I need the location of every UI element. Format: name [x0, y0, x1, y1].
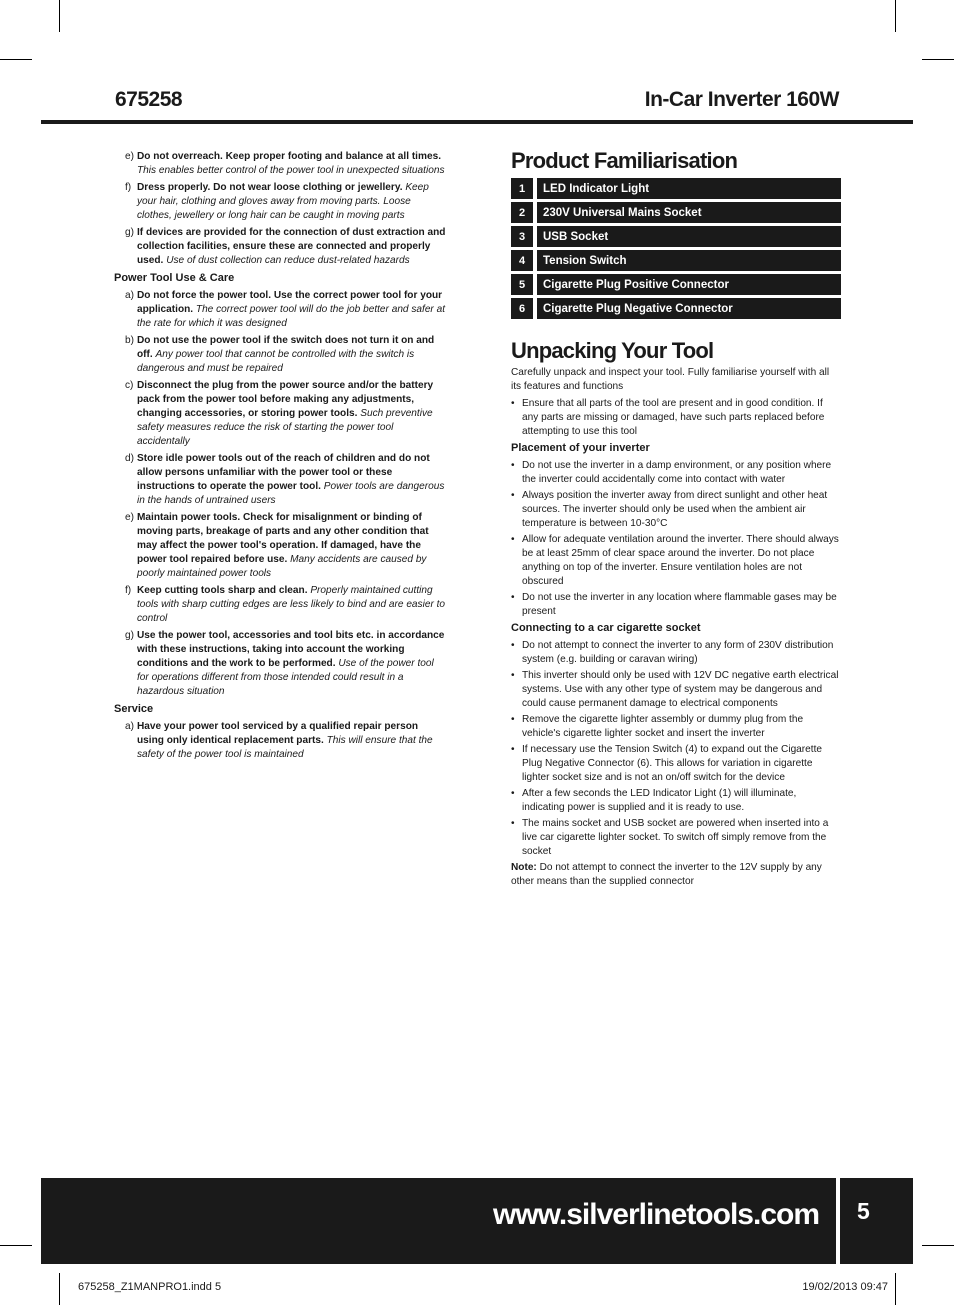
feature-row: [511, 202, 841, 223]
feature-row: [511, 274, 841, 295]
item-letter: g): [125, 630, 134, 641]
unpacking-intro: Carefully unpack and inspect your tool. Fully familiarise yourself with all its features and functions: [511, 367, 830, 392]
item-explanation: This enables better control of the power tool in unexpected situations: [137, 165, 445, 176]
crop-mark: [895, 1273, 896, 1305]
instruction-item: [114, 289, 446, 331]
header-rule: [41, 120, 913, 124]
feature-row: [511, 178, 841, 199]
bullet-item: • After a few seconds the LED Indicator Light (1) will illuminate, indicating power is supplied and it is ready to use.: [511, 787, 841, 815]
item-explanation: Keep your hair, clothing and gloves away from moving parts. Loose clothes, jewellery or long hair can be caught in moving parts: [137, 182, 429, 221]
item-explanation: Such preventive safety measures reduce the risk of starting the power tool accidentally: [137, 408, 433, 447]
instruction-item: [114, 629, 446, 699]
crop-mark: [895, 0, 896, 32]
placement-bullet-list: [511, 459, 841, 619]
crop-mark: [59, 1273, 60, 1305]
feature-label: 230V Universal Mains Socket: [537, 202, 841, 223]
feature-number: 5: [511, 274, 533, 295]
section-heading-service: Service: [114, 703, 154, 715]
familiarisation-heading: Product Familiarisation: [511, 148, 738, 173]
note-text: Do not attempt to connect the inverter to the 12V supply by any other means than the supplied connector: [511, 862, 822, 887]
bullet-item: • The mains socket and USB socket are powered when inserted into a live car cigarette lighter socket. To switch off simply remove from the socket: [511, 817, 841, 859]
page-header: [41, 84, 913, 124]
item-instruction: Keep cutting tools sharp and clean.: [137, 585, 308, 596]
feature-row: [511, 298, 841, 319]
file-timestamp: 19/02/2013 09:47: [802, 1281, 888, 1293]
instruction-item: [114, 334, 446, 376]
feature-number: 3: [511, 226, 533, 247]
bullet-item: • This inverter should only be used with 12V DC negative earth electrical systems. Use with any other type of system may be dangerous and could cause permanent damage to electrical components: [511, 669, 841, 711]
instruction-item: [114, 584, 446, 626]
footer-divider: [836, 1178, 840, 1264]
item-explanation: This will ensure that the safety of the power tool is maintained: [137, 735, 433, 760]
feature-number: 2: [511, 202, 533, 223]
bullet-item: • If necessary use the Tension Switch (4) to expand out the Cigarette Plug Negative Connector (6). This allows for variation in cigarette lighter socket size and is not an on/off switch for the device: [511, 743, 841, 785]
item-instruction: If devices are provided for the connection of dust extraction and collection facilities, ensure these are connected and properly used.: [137, 227, 446, 266]
feature-row: [511, 250, 841, 271]
item-letter: f): [125, 585, 132, 596]
item-explanation: Power tools are dangerous in the hands of untrained users: [137, 481, 445, 506]
item-explanation: Properly maintained cutting tools with sharp cutting edges are less likely to bind and are easier to control: [137, 585, 446, 624]
website-link[interactable]: www.silverlinetools.com: [493, 1198, 819, 1231]
connecting-heading: Connecting to a car cigarette socket: [511, 622, 701, 634]
bullet-item: • Ensure that all parts of the tool are present and in good condition. If any parts are missing or damaged, have such parts replaced before attempting to use this tool: [511, 397, 841, 439]
crop-mark: [59, 0, 60, 32]
feature-number: 1: [511, 178, 533, 199]
item-instruction: Do not force the power tool. Use the correct power tool for your application.: [137, 290, 443, 315]
section-heading-use-care: Power Tool Use & Care: [114, 272, 235, 284]
item-instruction: Maintain power tools. Check for misalignment or binding of moving parts, breakage of parts and any other condition that may affect the power tool's operation. If damaged, have the power tool repaired before use.: [137, 512, 429, 565]
item-letter: c): [125, 380, 134, 391]
item-letter: e): [125, 151, 134, 162]
product-info-column: [511, 148, 841, 889]
instruction-item: [114, 226, 446, 268]
bullet-item: • Do not use the inverter in any location where flammable gases may be present: [511, 591, 841, 619]
feature-list: [511, 178, 841, 319]
product-title: In-Car Inverter 160W: [644, 88, 839, 111]
instruction-item: [114, 150, 446, 178]
crop-mark: [0, 1245, 32, 1246]
item-instruction: Store idle power tools out of the reach of children and do not allow persons unfamiliar with the power tool or these instructions to operate the power tool.: [137, 453, 430, 492]
unpacking-bullet-list: [511, 397, 841, 439]
item-letter: f): [125, 182, 132, 193]
footer-bar: [41, 1178, 913, 1264]
item-explanation: Many accidents are caused by poorly maintained power tools: [137, 554, 427, 579]
item-letter: a): [125, 290, 134, 301]
file-slug: 675258_Z1MANPRO1.indd 5: [78, 1281, 222, 1293]
instruction-item: [114, 379, 446, 449]
item-letter: b): [125, 335, 134, 346]
bullet-item: • Remove the cigarette lighter assembly or dummy plug from the vehicle's cigarette lighter socket and insert the inverter: [511, 713, 841, 741]
feature-label: Cigarette Plug Positive Connector: [537, 274, 841, 295]
item-instruction: Do not use the power tool if the switch does not turn it on and off.: [137, 335, 435, 360]
item-letter: e): [125, 512, 134, 523]
page-number: 5: [857, 1198, 870, 1224]
item-instruction: Use the power tool, accessories and tool bits etc. in accordance with these instructions, taking into account the working conditions and the work to be performed.: [137, 630, 445, 669]
note: [511, 861, 841, 889]
feature-label: LED Indicator Light: [537, 178, 841, 199]
item-instruction: Dress properly. Do not wear loose clothing or jewellery.: [137, 182, 403, 193]
item-instruction: Have your power tool serviced by a qualified repair person using only identical replacement parts.: [137, 721, 419, 746]
feature-number: 6: [511, 298, 533, 319]
item-instruction: Do not overreach. Keep proper footing and balance at all times.: [137, 151, 441, 162]
item-letter: a): [125, 721, 134, 732]
instruction-item: [114, 720, 446, 762]
crop-mark: [0, 59, 32, 60]
instruction-item: [114, 452, 446, 508]
item-explanation: The correct power tool will do the job better and safer at the rate for which it was designed: [137, 304, 446, 329]
crop-mark: [922, 59, 954, 60]
item-letter: d): [125, 453, 134, 464]
feature-row: [511, 226, 841, 247]
bullet-item: • Allow for adequate ventilation around the inverter. There should always be at least 25mm of clear space around the inverter. Do not place anything on top of the inverter. Ensure ventilation holes are not obscured: [511, 533, 841, 589]
use-care-list: [114, 289, 446, 699]
bullet-item: • Do not attempt to connect the inverter to any form of 230V distribution system (e.g. building or caravan wiring): [511, 639, 841, 667]
note-label: Note:: [511, 862, 537, 873]
item-explanation: Any power tool that cannot be controlled with the switch is dangerous and must be repaired: [137, 349, 415, 374]
bullet-item: • Do not use the inverter in a damp environment, or any position where the inverter could accidentally come into contact with water: [511, 459, 841, 487]
instruction-item: [114, 511, 446, 581]
placement-heading: Placement of your inverter: [511, 442, 650, 454]
item-letter: g): [125, 227, 134, 238]
feature-number: 4: [511, 250, 533, 271]
service-list: [114, 720, 446, 762]
general-safety-list: [114, 150, 446, 268]
connecting-bullet-list: [511, 639, 841, 859]
unpacking-heading: Unpacking Your Tool: [511, 338, 714, 363]
safety-instructions-column: [114, 150, 446, 765]
feature-label: Cigarette Plug Negative Connector: [537, 298, 841, 319]
item-instruction: Disconnect the plug from the power source and/or the battery pack from the power tool before making any adjustments, changing accessories, or storing power tools.: [137, 380, 434, 419]
feature-label: Tension Switch: [537, 250, 841, 271]
instruction-item: [114, 181, 446, 223]
item-explanation: Use of the power tool for operations different from those intended could result in a hazardous situation: [137, 658, 434, 697]
feature-label: USB Socket: [537, 226, 841, 247]
item-explanation: Use of dust collection can reduce dust-related hazards: [166, 255, 410, 266]
bullet-item: • Always position the inverter away from direct sunlight and other heat sources. The inverter should only be used when the ambient air temperature is between 10-30°C: [511, 489, 841, 531]
crop-mark: [922, 1245, 954, 1246]
product-code: 675258: [115, 88, 183, 111]
